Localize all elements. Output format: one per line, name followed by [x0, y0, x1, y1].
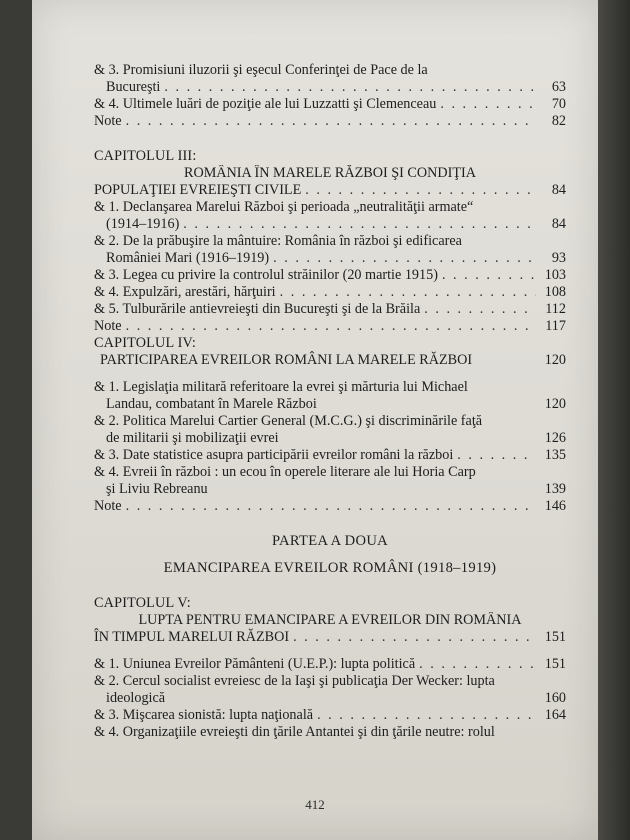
toc-entry-ch3-s1: & 1. Declanşarea Marelui Război şi perioada „neutralităţii armate“ (1914–1916) . . . 84	[94, 199, 566, 233]
toc-entry-ch3-s5: & 5. Tulburările antievreieşti din Bucureşti şi de la Brăila . . . 112	[94, 301, 566, 318]
chapter-heading: CAPITOLUL IV:	[94, 335, 197, 351]
chapter-title: ROMÂNIA ÎN MARELE RĂZBOI ŞI CONDIŢIA	[183, 165, 476, 181]
table-of-contents	[94, 62, 566, 741]
toc-entry-ch4-s3: & 3. Date statistice asupra participării evreilor români la război . . . 135	[94, 447, 566, 464]
toc-entry-ch3-s3: & 3. Legea cu privire la controlul străinilor (20 martie 1915) . . . 103	[94, 267, 566, 284]
toc-entry-ch5-s2: & 2. Cercul socialist evreiesc de la Iaşi şi publicaţia Der Wecker: lupta ideologică 160	[94, 673, 566, 706]
page-folio: 412	[305, 797, 325, 812]
chapter-heading: CAPITOLUL V:	[94, 595, 191, 611]
entry-text: & 3. Promisiuni iluzorii şi eşecul Conferinţei de Pace de la	[94, 62, 428, 78]
toc-entry-ch4-s2: & 2. Politica Marelui Cartier General (M.C.G.) şi discriminările faţă de militarii şi mobilizaţii evrei 126	[94, 413, 566, 446]
part-title: EMANCIPAREA EVREILOR ROMÂNI (1918–1919)	[163, 560, 497, 576]
chapter-heading: CAPITOLUL III:	[94, 148, 197, 164]
chapter-title: PARTICIPAREA EVREILOR ROMÂNI LA MARELE RĂZBOI 120	[100, 352, 566, 368]
toc-entry-ch3-s2: & 2. De la prăbuşire la mântuire: România în război şi edificarea României Mari (1916–1919) . . . 93	[94, 233, 566, 267]
toc-entry-ch2-note: Note . . . 82	[94, 113, 566, 130]
book-page	[32, 0, 598, 840]
toc-entry-ch5-s4: & 4. Organizaţiile evreieşti din ţările Antantei şi din ţările neutre: rolul	[94, 724, 495, 740]
toc-entry-ch2-s3	[94, 62, 566, 96]
toc-entry-ch3-s4: & 4. Expulzări, arestări, hărţuiri . . . 108	[94, 284, 566, 301]
toc-entry-ch5-s3: & 3. Mişcarea sionistă: lupta naţională . . . 164	[94, 707, 566, 724]
toc-entry-ch4-s4: & 4. Evreii în război : un ecou în operele literare ale lui Horia Carp şi Liviu Rebreanu 139	[94, 464, 566, 497]
chapter-title-end: POPULAŢIEI EVREIEŞTI CIVILE . . . 84	[94, 182, 566, 199]
toc-entry-ch5-s1: & 1. Uniunea Evreilor Pământeni (U.E.P.): lupta politică . . . 151	[94, 656, 566, 673]
toc-entry-ch4-note: Note . . . 146	[94, 498, 566, 515]
leader-dots	[164, 79, 536, 96]
book-gutter-edge	[598, 0, 630, 840]
part-heading: PARTEA A DOUA	[271, 533, 389, 549]
toc-entry-ch3-note: Note . . . 117	[94, 318, 566, 335]
toc-entry-ch2-s4: & 4. Ultimele luări de poziţie ale lui Luzzatti şi Clemenceau . . . 70	[94, 96, 566, 113]
page-number: 63	[551, 79, 566, 95]
toc-entry-ch4-s1: & 1. Legislaţia militară referitoare la evrei şi mărturia lui Michael Landau, combatant în Marele Război 120	[94, 379, 566, 412]
entry-text: Bucureşti	[106, 79, 161, 95]
chapter-title: LUPTA PENTRU EMANCIPARE A EVREILOR DIN ROMÂNIA	[138, 612, 522, 628]
chapter-title-end: ÎN TIMPUL MARELUI RĂZBOI . . . 151	[94, 629, 566, 646]
